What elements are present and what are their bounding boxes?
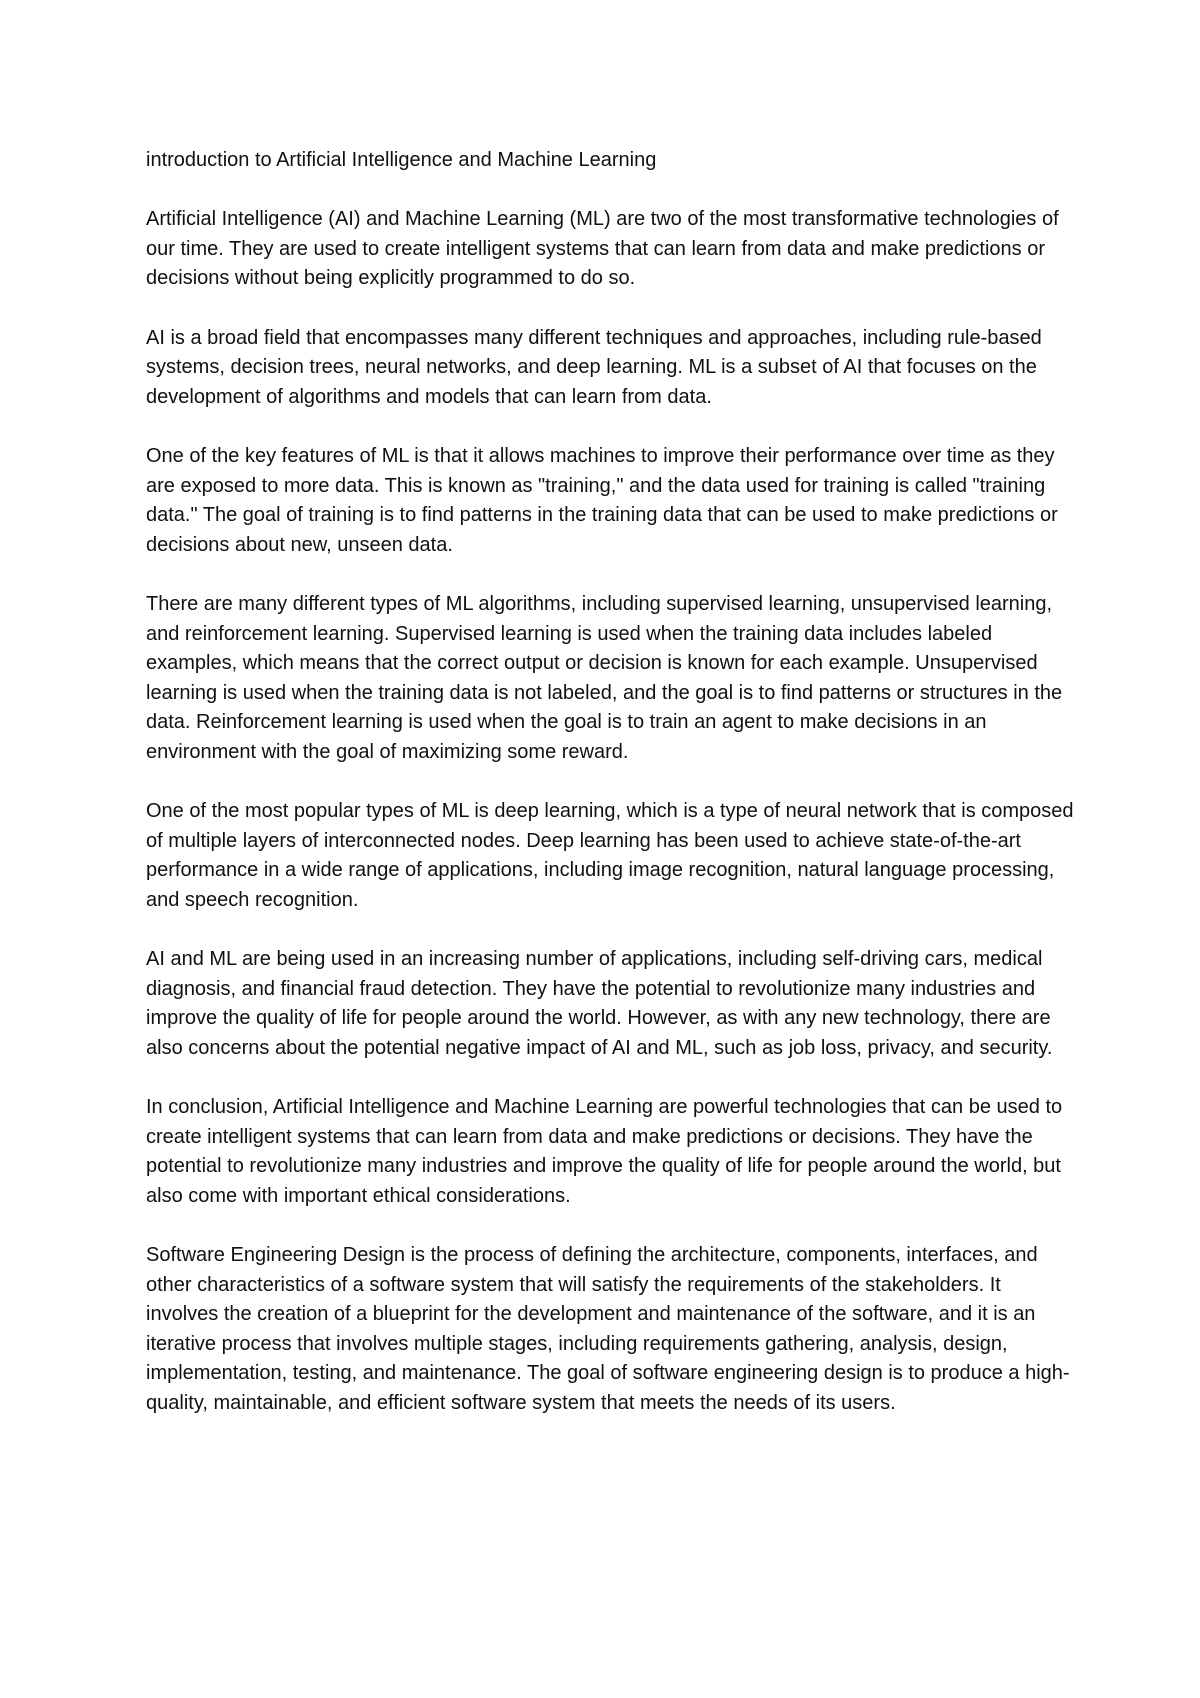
paragraph-ml-training: One of the key features of ML is that it allows machines to improve their performance over time as they are exposed to more data. This is known as "training," and the data used for training is called "training data." The goal of training is to find patterns in the training data that can be used to make predictions or decisions about new, unseen data.	[146, 444, 1058, 556]
paragraph-applications-concerns: AI and ML are being used in an increasing number of applications, including self-driving cars, medical diagnosis, and financial fraud detection. They have the potential to revolutionize many industries and improve the quality of life for people around the world. However, as with any new technology, there are also concerns about the potential negative impact of AI and ML, such as job loss, privacy, and security.	[146, 948, 1053, 1059]
paragraph-deep-learning: One of the most popular types of ML is deep learning, which is a type of neural network that is composed of multiple layers of interconnected nodes. Deep learning has been used to achieve state-of-the-art performance in a wide range of applications, including image recognition, natural language processing, and speech recognition.	[146, 800, 1074, 911]
paragraph-ml-algorithm-types: There are many different types of ML algorithms, including supervised learning, unsupervised learning, and reinforcement learning. Supervised learning is used when the training data includes labeled examples, which means that the correct output or decision is known for each example. Unsupervised learning is used when the training data is not labeled, and the goal is to find patterns or structures in the data. Reinforcement learning is used when the goal is to train an agent to make decisions in an environment with the goal of maximizing some reward.	[146, 592, 1063, 763]
paragraph-ai-broad-field: AI is a broad field that encompasses many different techniques and approaches, including rule-based systems, decision trees, neural networks, and deep learning. ML is a subset of AI that focuses on the development of algorithms and models that can learn from data.	[146, 326, 1042, 408]
paragraph-software-engineering-design: Software Engineering Design is the process of defining the architecture, components, interfaces, and other characteristics of a software system that will satisfy the requirements of the stakeholders. It involves the creation of a blueprint for the development and maintenance of the software, and it is an iterative process that involves multiple stages, including requirements gathering, analysis, design, implementation, testing, and maintenance. The goal of software engineering design is to produce a high-quality, maintainable, and efficient software system that meets the needs of its users.	[146, 1243, 1070, 1414]
paragraph-conclusion: In conclusion, Artificial Intelligence and Machine Learning are powerful technologies that can be used to create intelligent systems that can learn from data and make predictions or decisions. They have the potential to revolutionize many industries and improve the quality of life for people around the world, but also come with important ethical considerations.	[146, 1096, 1063, 1207]
paragraph-ai-ml-intro: Artificial Intelligence (AI) and Machine Learning (ML) are two of the most transformative technologies of our time. They are used to create intelligent systems that can learn from data and make predictions or decisions without being explicitly programmed to do so.	[146, 208, 1059, 290]
document-body	[146, 146, 1076, 1419]
document-title: introduction to Artificial Intelligence and Machine Learning	[146, 149, 657, 171]
